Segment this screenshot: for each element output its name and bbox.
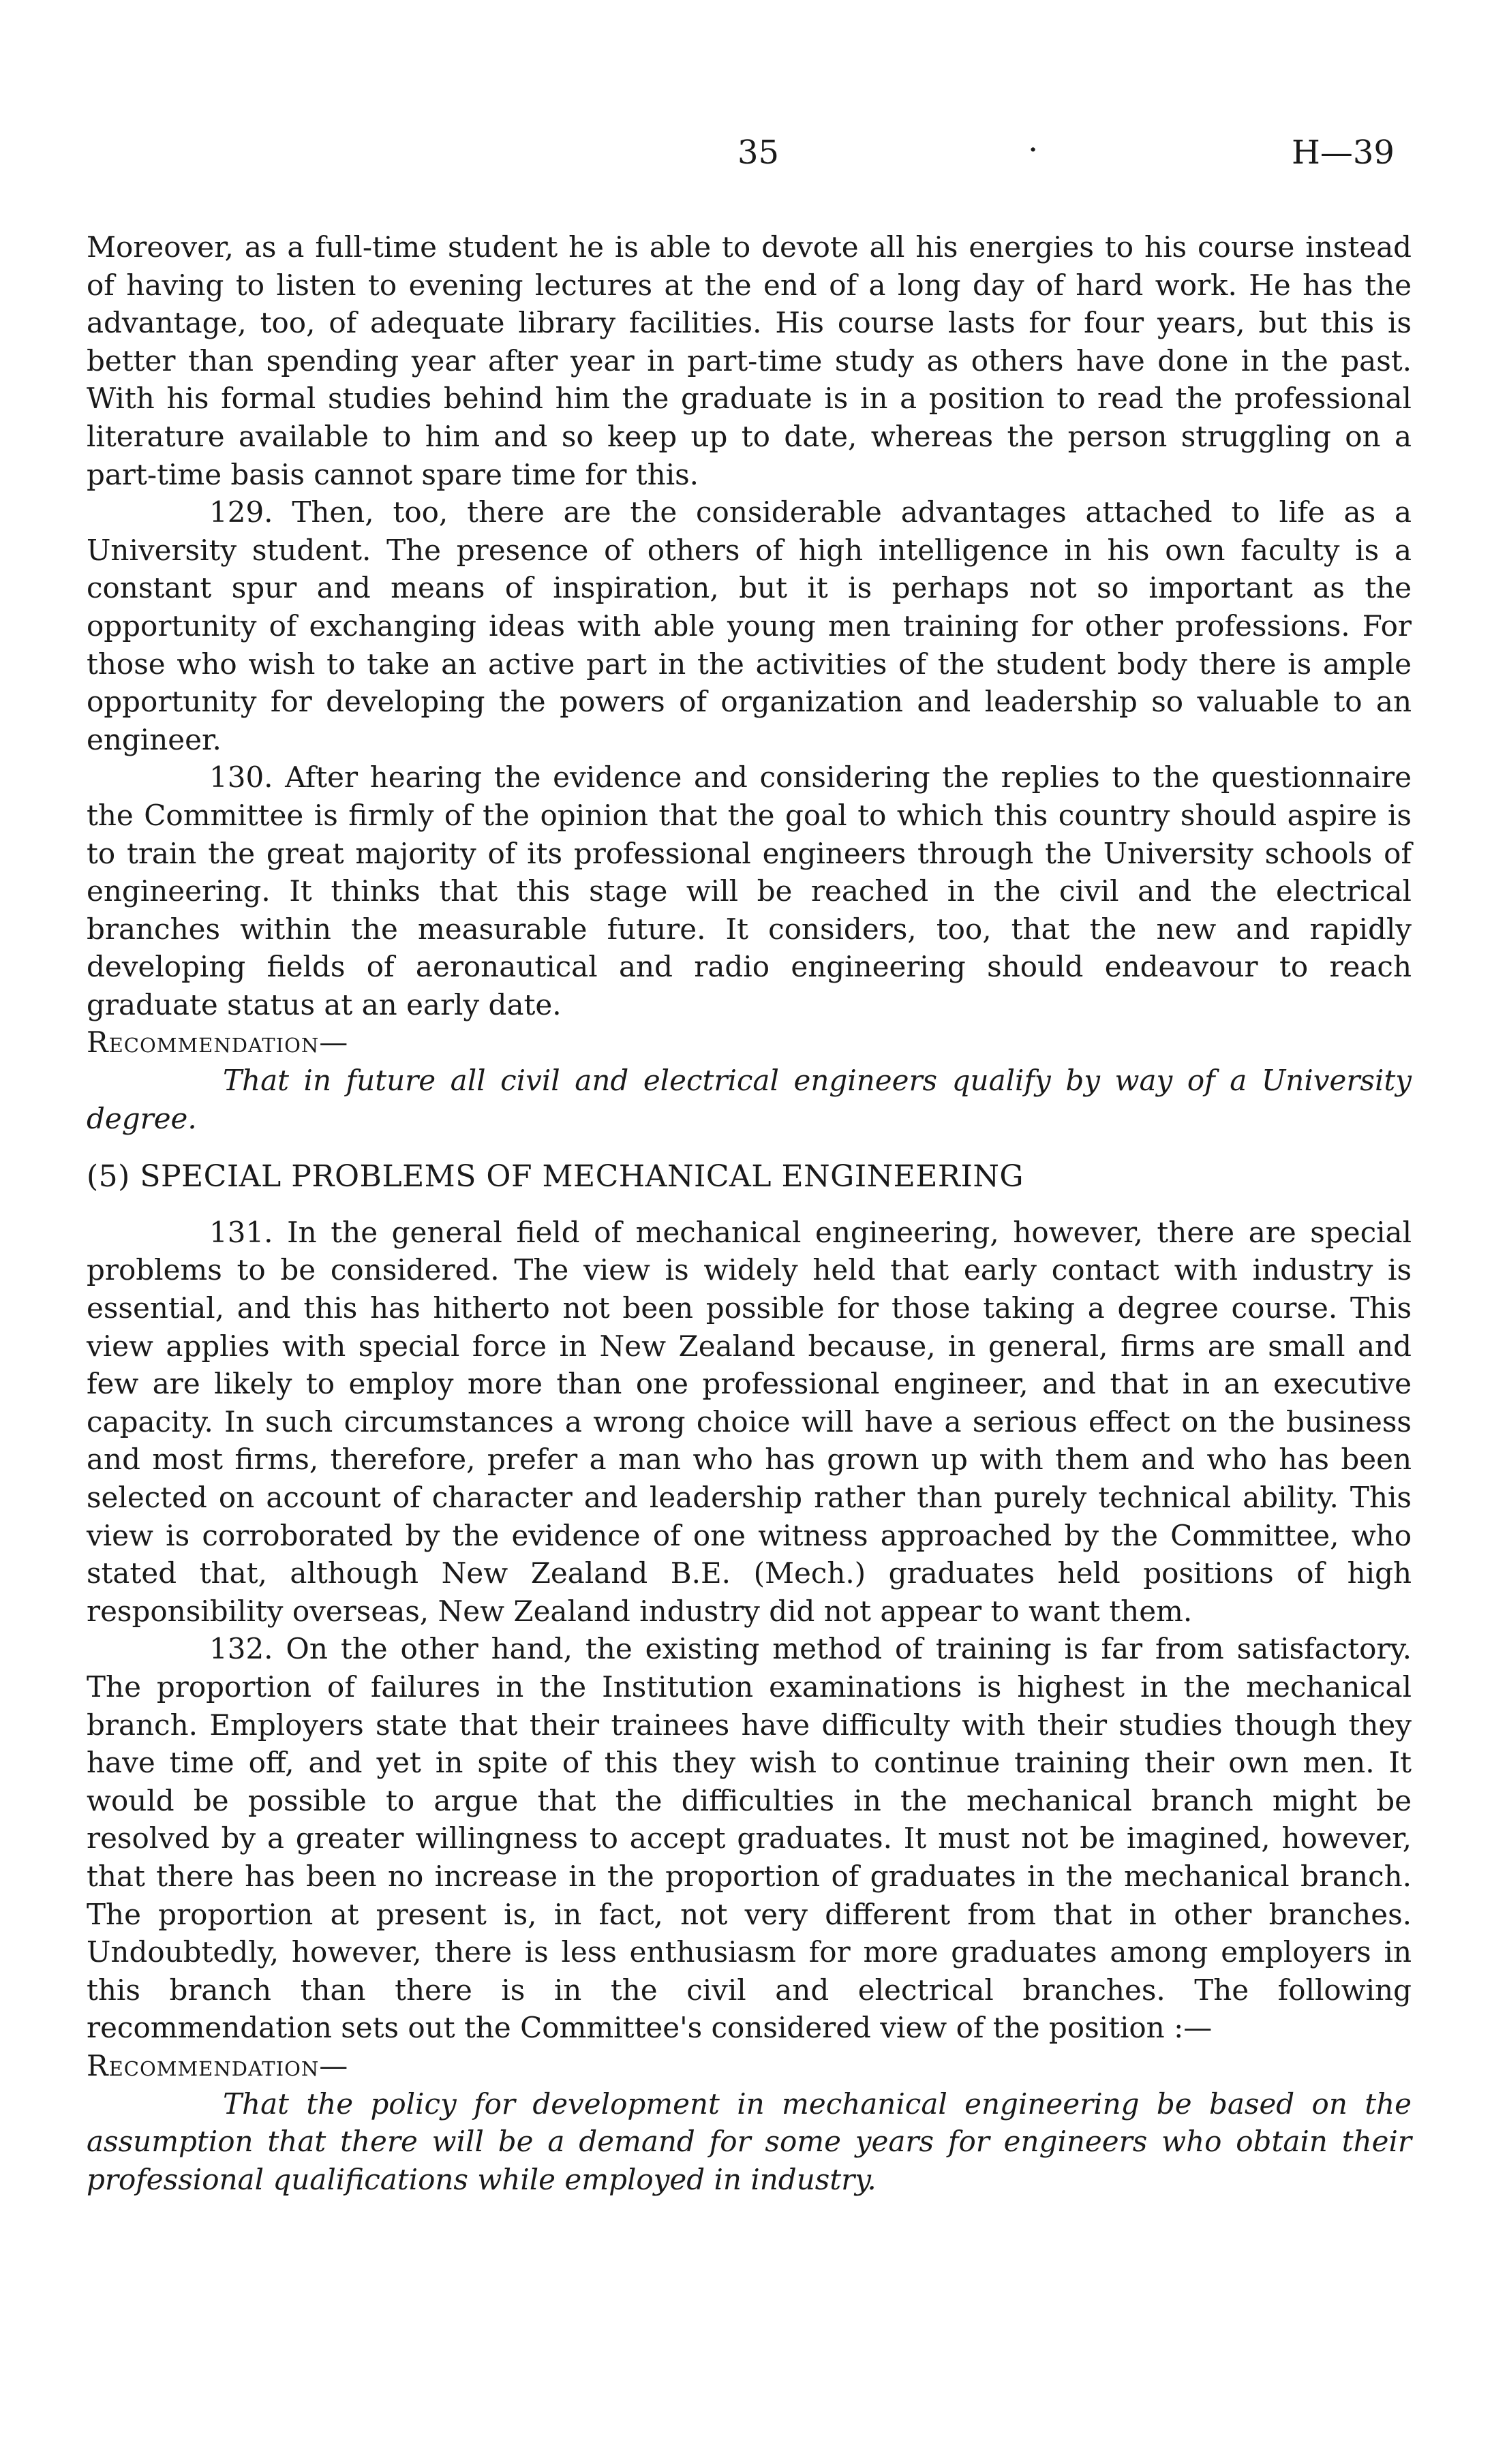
paragraph-continued: Moreover, as a full-time student he is able to devote all his energies to his course instead of having to listen to evening lectures at the end of a long day of hard work. He has the advantage, too, of adequate library facilities. His course lasts for four years, but this is better than spending year after year in part-time study as others have done in the past. With his formal studies behind him the graduate is in a position to read the professional literature available to him and so keep up to date, whereas the person struggling on a part-time basis cannot spare time for this. xyxy=(87,230,1412,491)
paragraph-129: 129. Then, too, there are the considerable advantages attached to life as a University student. The presence of others of high intelligence in his own faculty is a constant spur and means of inspiration, but it is perhaps not so important as the opportunity of exchanging ideas with able young men training for other professions. For those who wish to take an active part in the activities of the student body there is ample opportunity for developing the powers of organization and leadership so valuable to an engineer. xyxy=(87,495,1412,756)
recommendation-text-2: That the policy for development in mechanical engineering be based on the assumption that there will be a demand for some years for engineers who obtain their professional qualifications while employed in industry. xyxy=(87,2086,1412,2196)
recommendation-label-2: Recommendation— xyxy=(87,2048,349,2082)
paragraph-132: 132. On the other hand, the existing method of training is far from satisfactory. The proportion of failures in the Institution examinations is highest in the mechanical branch. Employers state that their trainees have difficulty with their studies though they have time off, and yet in spite of this they wish to continue training their own men. It would be possible to argue that the difficulties in the mechanical branch might be resolved by a greater willingness to accept graduates. It must not be imagined, however, that there has been no increase in the proportion of graduates in the mechanical branch. The proportion at present is, in fact, not very different from that in other branches. Undoubtedly, however, there is less enthusiasm for more graduates among employers in this branch than there is in the civil and electrical branches. The following recommendation sets out the Committee's considered view of the position :— xyxy=(87,1632,1412,2045)
header-dot: · xyxy=(1028,131,1039,169)
recommendation-text: That in future all civil and electrical engineers qualify by way of a University degree. xyxy=(87,1064,1412,1135)
page-number: 35 xyxy=(737,134,780,172)
paragraph-131: 131. In the general field of mechanical engineering, however, there are special problems to be considered. The view is widely held that early contact with industry is essential, and this has hitherto not been possible for those taking a degree course. This view applies with special force in New Zealand because, in general, firms are small and few are likely to employ more than one professional engineer, and that in an executive capacity. In such circumstances a wrong choice will have a serious effect on the business and most firms, therefore, prefer a man who has grown up with them and who has been selected on account of character and leadership rather than purely technical ability. This view is corroborated by the evidence of one witness approached by the Committee, who stated that, although New Zealand B.E. (Mech.) graduates held positions of high responsibility overseas, New Zealand industry did not appear to want them. xyxy=(87,1215,1412,1628)
paragraph-130: 130. After hearing the evidence and considering the replies to the questionnaire the Committee is firmly of the opinion that the goal to which this country should aspire is to train the great majority of its professional engineers through the University schools of engineering. It thinks that this stage will be reached in the civil and the electrical branches within the measurable future. It considers, too, that the new and rapidly developing fields of aeronautical and radio engineering should endeavour to reach graduate status at an early date. xyxy=(87,760,1412,1021)
page-header xyxy=(0,131,1507,181)
document-reference: H—39 xyxy=(1292,134,1395,172)
section-heading: (5) SPECIAL PROBLEMS OF MECHANICAL ENGINEERING xyxy=(87,1159,1024,1195)
recommendation-label: Recommendation— xyxy=(87,1026,349,1060)
document-body xyxy=(87,228,1412,2198)
